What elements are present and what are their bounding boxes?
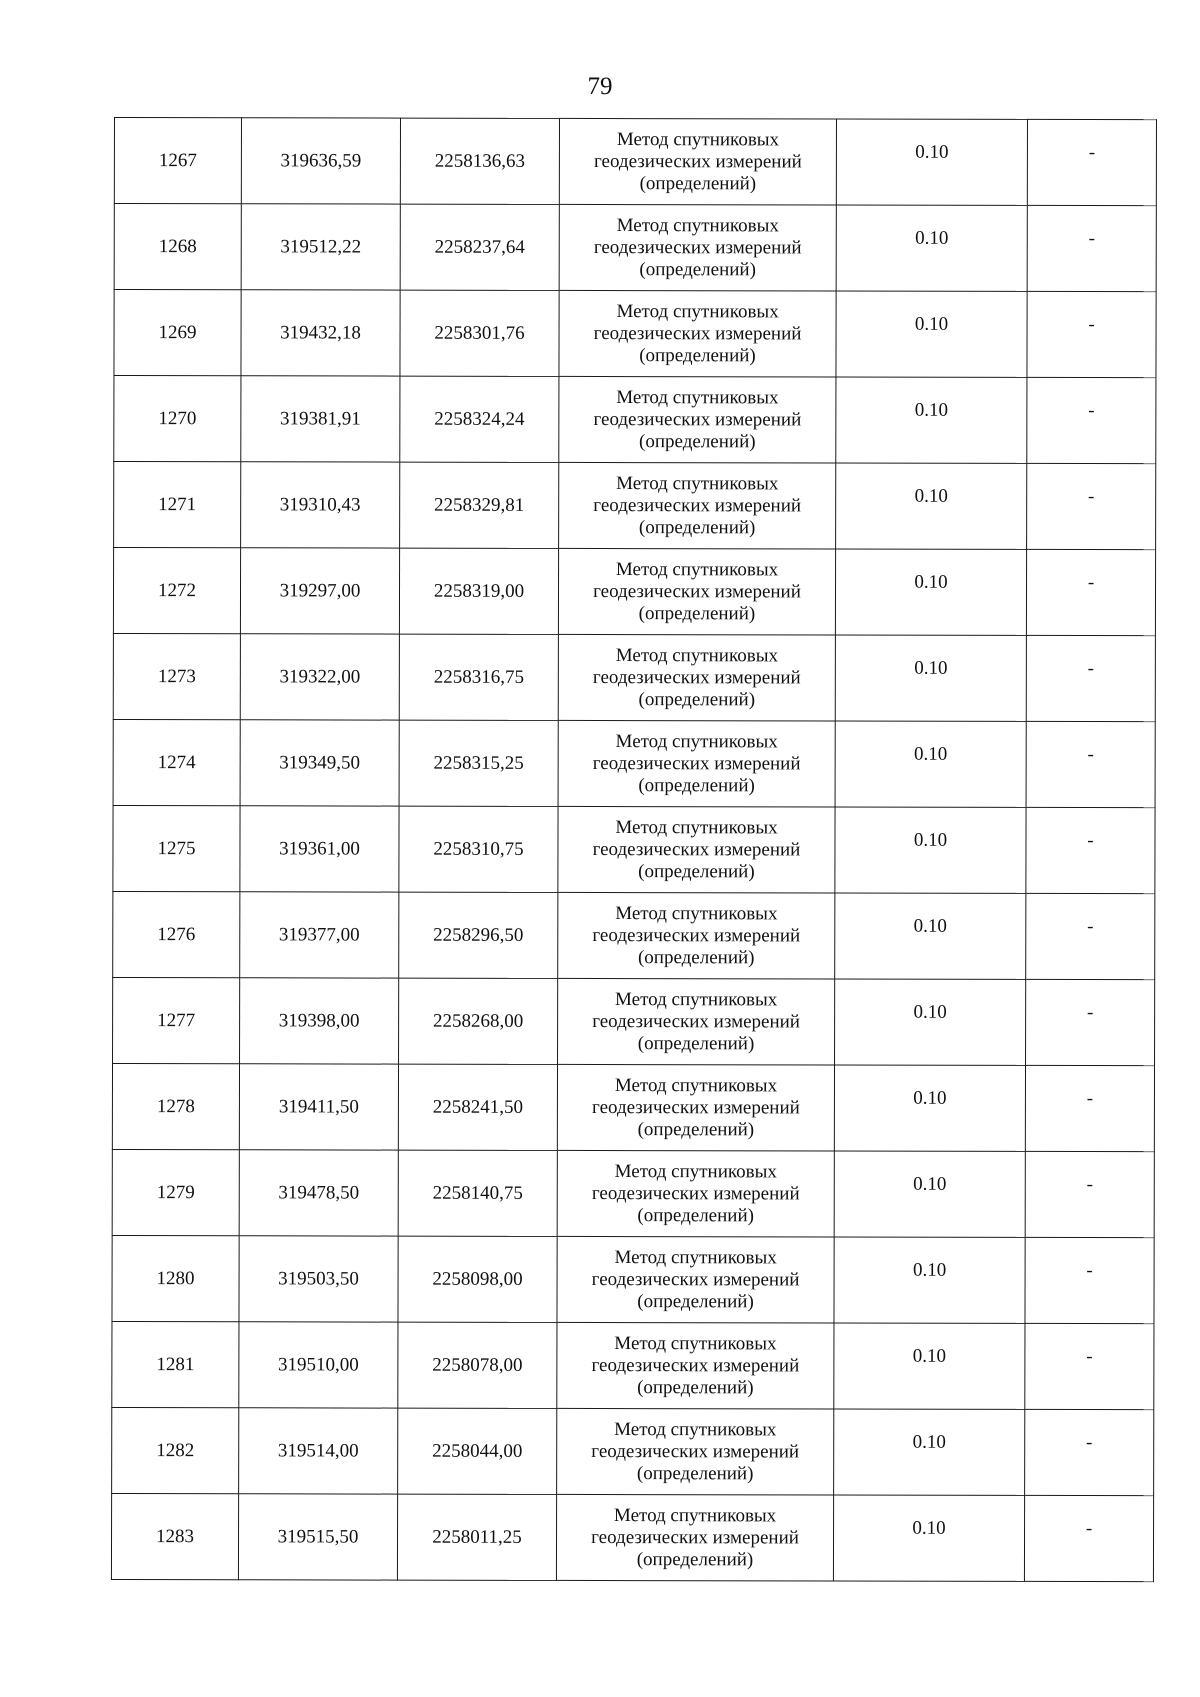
method-cell: [558, 806, 835, 893]
accuracy-cell: [835, 635, 1026, 721]
point-number-cell: 1277: [113, 977, 240, 1063]
y-coordinate-cell: 2258140,75: [398, 1150, 557, 1236]
y-coordinate-cell: 2258011,25: [397, 1494, 556, 1580]
description-cell: [1025, 1323, 1154, 1409]
y-coordinate-cell: 2258316,75: [399, 634, 558, 720]
method-line: (определений): [639, 172, 757, 194]
method-line: Метод спутниковых: [616, 300, 779, 322]
accuracy-cell: [836, 119, 1027, 205]
accuracy-value: 0.10: [914, 313, 949, 335]
method-line: Метод спутниковых: [616, 128, 780, 150]
x-coordinate-cell: 319398,00: [240, 978, 399, 1064]
description-value: -: [1085, 1517, 1093, 1539]
x-coordinate-cell: 319432,18: [241, 290, 400, 376]
accuracy-value: 0.10: [914, 571, 948, 593]
accuracy-value: 0.10: [912, 1259, 947, 1281]
accuracy-cell: [835, 893, 1026, 979]
method-line: (определений): [639, 430, 756, 452]
point-number-cell: 1269: [114, 290, 241, 376]
method-cell: [559, 204, 836, 291]
method-line: (определений): [638, 602, 756, 624]
x-coordinate-cell: 319349,50: [240, 720, 399, 806]
point-number-cell: 1270: [114, 376, 241, 462]
accuracy-value: 0.10: [914, 743, 948, 765]
point-number-cell: 1281: [112, 1321, 239, 1407]
table-row: [113, 891, 1155, 979]
description-value: -: [1087, 743, 1094, 765]
method-line: (определений): [637, 946, 755, 968]
accuracy-cell: [836, 205, 1027, 291]
accuracy-cell: [834, 1065, 1025, 1151]
method-cell: [558, 978, 835, 1065]
description-cell: [1025, 1237, 1154, 1323]
accuracy-value: 0.10: [914, 657, 948, 679]
description-cell: [1027, 377, 1156, 463]
description-value: -: [1088, 141, 1096, 163]
accuracy-value: 0.10: [913, 915, 947, 937]
y-coordinate-cell: 2258301,76: [400, 290, 559, 376]
point-number-cell: 1273: [113, 633, 240, 719]
accuracy-value: 0.10: [913, 1087, 947, 1109]
method-cell: [557, 1064, 834, 1151]
x-coordinate-cell: 319512,22: [241, 204, 400, 290]
accuracy-cell: [835, 721, 1026, 807]
x-coordinate-cell: 319377,00: [240, 892, 399, 978]
description-cell: [1027, 119, 1156, 205]
method-line: геодезических измерений: [591, 1440, 800, 1462]
table-row: [113, 719, 1155, 807]
method-line: геодезических измерений: [592, 666, 801, 688]
description-cell: [1025, 1065, 1154, 1151]
description-value: -: [1086, 1259, 1093, 1281]
y-coordinate-cell: 2258241,50: [398, 1064, 557, 1150]
table-row: [112, 1321, 1154, 1409]
table-row: [113, 977, 1155, 1065]
y-coordinate-cell: 2258078,00: [398, 1322, 557, 1408]
accuracy-cell: [834, 1323, 1025, 1409]
method-line: геодезических измерений: [592, 1096, 800, 1118]
method-cell: [558, 634, 835, 721]
y-coordinate-cell: 2258136,63: [400, 118, 559, 204]
method-line: геодезических измерений: [591, 1182, 800, 1204]
y-coordinate-cell: 2258044,00: [398, 1408, 557, 1494]
method-cell: [556, 1494, 833, 1581]
method-line: геодезических измерений: [592, 838, 801, 860]
table-row: [113, 805, 1155, 893]
description-value: -: [1088, 313, 1095, 335]
x-coordinate-cell: 319510,00: [239, 1322, 398, 1408]
description-cell: [1025, 1409, 1154, 1495]
accuracy-cell: [835, 979, 1026, 1065]
accuracy-cell: [834, 1409, 1025, 1495]
point-number-cell: 1278: [112, 1063, 239, 1149]
accuracy-value: 0.10: [912, 1431, 946, 1453]
y-coordinate-cell: 2258296,50: [399, 892, 558, 978]
method-line: геодезических измерений: [593, 236, 802, 258]
method-cell: [557, 1322, 834, 1409]
method-line: геодезических измерений: [593, 408, 802, 430]
method-line: (определений): [637, 1204, 754, 1226]
description-value: -: [1086, 1431, 1093, 1453]
point-number-cell: 1275: [113, 805, 240, 891]
method-line: Метод спутниковых: [613, 1504, 777, 1526]
method-line: (определений): [637, 1376, 754, 1398]
point-number-cell: 1268: [114, 204, 241, 290]
table-row: [112, 1149, 1154, 1237]
description-cell: [1025, 1151, 1154, 1237]
point-number-cell: 1282: [112, 1407, 239, 1493]
x-coordinate-cell: 319381,91: [241, 376, 400, 462]
method-line: геодезических измерений: [593, 322, 802, 344]
method-line: (определений): [639, 258, 756, 280]
method-line: геодезических измерений: [591, 1526, 799, 1548]
method-line: Метод спутниковых: [614, 1160, 777, 1182]
x-coordinate-cell: 319322,00: [240, 634, 399, 720]
method-line: геодезических измерений: [592, 752, 801, 774]
table-row: [112, 1407, 1154, 1495]
method-line: (определений): [637, 1032, 755, 1054]
method-cell: [557, 1150, 834, 1237]
point-number-cell: 1267: [114, 118, 241, 204]
y-coordinate-cell: 2258319,00: [399, 548, 558, 634]
method-line: геодезических измерений: [592, 924, 801, 946]
y-coordinate-cell: 2258237,64: [400, 204, 559, 290]
method-cell: [558, 720, 835, 807]
y-coordinate-cell: 2258315,25: [399, 720, 558, 806]
y-coordinate-cell: 2258098,00: [398, 1236, 557, 1322]
method-line: Метод спутниковых: [615, 644, 779, 666]
method-cell: [559, 376, 836, 463]
method-line: геодезических измерений: [591, 1268, 800, 1290]
description-cell: [1026, 979, 1155, 1065]
table-row: [111, 1493, 1153, 1581]
method-cell: [558, 892, 835, 979]
description-value: -: [1088, 227, 1095, 249]
point-number-cell: 1280: [112, 1235, 239, 1321]
accuracy-value: 0.10: [915, 141, 949, 163]
table-row: [114, 290, 1156, 378]
description-value: -: [1087, 657, 1095, 679]
accuracy-value: 0.10: [912, 1345, 947, 1367]
x-coordinate-cell: 319636,59: [241, 118, 400, 204]
method-line: Метод спутниковых: [614, 1418, 777, 1440]
method-line: Метод спутниковых: [614, 1332, 777, 1354]
accuracy-cell: [835, 807, 1026, 893]
accuracy-value: 0.10: [914, 485, 948, 507]
accuracy-value: 0.10: [913, 1173, 947, 1195]
x-coordinate-cell: 319310,43: [241, 462, 400, 548]
description-value: -: [1088, 485, 1095, 507]
method-line: Метод спутниковых: [616, 472, 779, 494]
accuracy-cell: [834, 1151, 1025, 1237]
point-number-cell: 1283: [111, 1493, 238, 1579]
accuracy-value: 0.10: [914, 399, 949, 421]
method-cell: [559, 118, 836, 205]
table-row: [114, 376, 1156, 464]
description-value: -: [1086, 1173, 1093, 1195]
description-cell: [1026, 635, 1155, 721]
method-line: (определений): [638, 688, 756, 710]
accuracy-value: 0.10: [915, 227, 949, 249]
table-row: [112, 1063, 1154, 1151]
description-cell: [1024, 1495, 1153, 1581]
x-coordinate-cell: 319515,50: [238, 1494, 397, 1580]
coordinates-table: [111, 117, 1157, 1582]
method-line: (определений): [638, 860, 755, 882]
method-line: (определений): [636, 1462, 754, 1484]
method-cell: [557, 1408, 834, 1495]
y-coordinate-cell: 2258329,81: [400, 462, 559, 548]
description-cell: [1027, 205, 1156, 291]
description-value: -: [1086, 1087, 1094, 1109]
table-row: [113, 548, 1155, 636]
description-value: -: [1086, 1001, 1094, 1023]
description-value: -: [1086, 1345, 1093, 1367]
description-cell: [1026, 807, 1155, 893]
method-line: (определений): [639, 344, 756, 366]
accuracy-cell: [833, 1495, 1024, 1581]
point-number-cell: 1276: [113, 891, 240, 977]
method-line: геодезических измерений: [592, 1010, 801, 1032]
method-line: геодезических измерений: [593, 150, 802, 172]
y-coordinate-cell: 2258310,75: [399, 806, 558, 892]
method-cell: [559, 462, 836, 549]
method-line: (определений): [637, 1290, 754, 1312]
method-line: Метод спутниковых: [614, 1246, 777, 1268]
description-cell: [1026, 549, 1155, 635]
method-line: (определений): [636, 1548, 754, 1570]
method-line: геодезических измерений: [593, 494, 802, 516]
accuracy-cell: [835, 549, 1026, 635]
accuracy-value: 0.10: [913, 1001, 947, 1023]
x-coordinate-cell: 319503,50: [239, 1236, 398, 1322]
method-line: геодезических измерений: [591, 1354, 800, 1376]
method-line: Метод спутниковых: [615, 558, 779, 580]
point-number-cell: 1274: [113, 719, 240, 805]
description-cell: [1026, 721, 1155, 807]
description-value: -: [1087, 829, 1094, 851]
y-coordinate-cell: 2258324,24: [400, 376, 559, 462]
method-line: Метод спутниковых: [616, 214, 779, 236]
method-line: (определений): [638, 774, 755, 796]
method-cell: [557, 1236, 834, 1323]
page-number: 79: [587, 73, 613, 100]
description-cell: [1027, 291, 1156, 377]
x-coordinate-cell: 319297,00: [240, 548, 399, 634]
method-line: геодезических измерений: [593, 580, 801, 602]
method-cell: [559, 290, 836, 377]
accuracy-cell: [836, 291, 1027, 377]
table-row: [114, 462, 1156, 550]
method-line: Метод спутниковых: [615, 730, 778, 752]
x-coordinate-cell: 319361,00: [240, 806, 399, 892]
y-coordinate-cell: 2258268,00: [399, 978, 558, 1064]
x-coordinate-cell: 319411,50: [239, 1064, 398, 1150]
method-cell: [558, 548, 835, 635]
coordinates-table-body: [111, 118, 1156, 1582]
method-line: Метод спутниковых: [615, 902, 778, 924]
method-line: Метод спутниковых: [614, 1074, 778, 1096]
accuracy-cell: [834, 1237, 1025, 1323]
accuracy-cell: [836, 463, 1027, 549]
point-number-cell: 1271: [114, 462, 241, 548]
method-line: (определений): [638, 516, 756, 538]
point-number-cell: 1279: [112, 1149, 239, 1235]
description-cell: [1027, 463, 1156, 549]
table-row: [112, 1235, 1154, 1323]
method-line: Метод спутниковых: [615, 816, 778, 838]
description-cell: [1026, 893, 1155, 979]
method-line: Метод спутниковых: [616, 386, 779, 408]
accuracy-cell: [836, 377, 1027, 463]
method-line: Метод спутниковых: [615, 988, 778, 1010]
method-line: (определений): [637, 1118, 755, 1140]
accuracy-value: 0.10: [912, 1517, 946, 1539]
x-coordinate-cell: 319478,50: [239, 1150, 398, 1236]
table-row: [114, 204, 1156, 292]
x-coordinate-cell: 319514,00: [239, 1408, 398, 1494]
table-row: [114, 118, 1156, 206]
accuracy-value: 0.10: [913, 829, 948, 851]
description-value: -: [1088, 399, 1095, 421]
description-value: -: [1087, 915, 1094, 937]
point-number-cell: 1272: [113, 548, 240, 634]
table-row: [113, 633, 1155, 721]
description-value: -: [1087, 571, 1095, 593]
